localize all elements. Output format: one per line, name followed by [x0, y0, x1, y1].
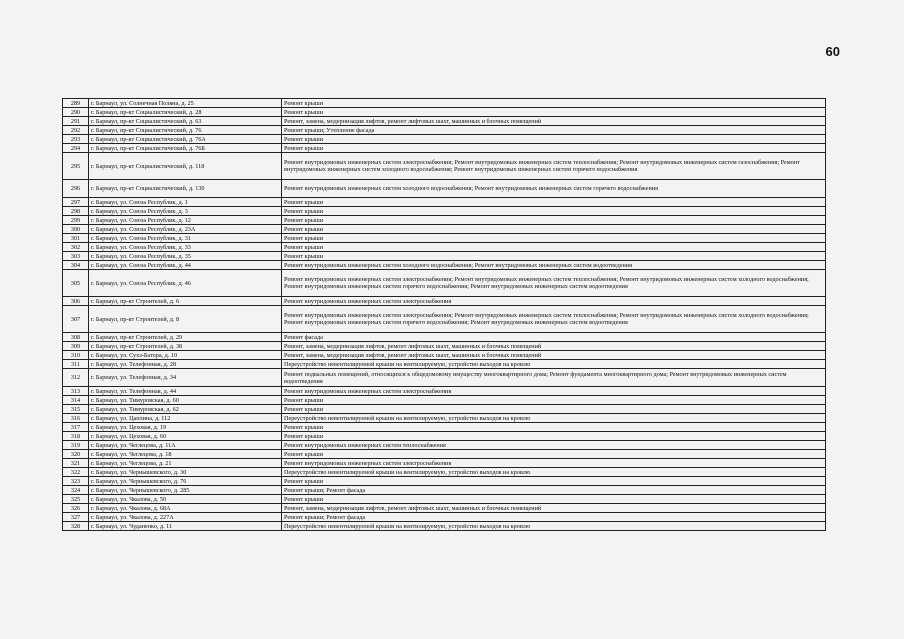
row-number: 307 — [63, 306, 89, 333]
row-address: г. Барнаул, ул. Телефонная, д. 28 — [89, 360, 282, 369]
row-works: Ремонт крыши; Утепление фасада — [282, 126, 826, 135]
row-works: Ремонт крыши — [282, 216, 826, 225]
row-number: 323 — [63, 477, 89, 486]
row-address: г. Барнаул, ул. Союза Республик, д. 35 — [89, 252, 282, 261]
row-number: 302 — [63, 243, 89, 252]
row-number: 308 — [63, 333, 89, 342]
table-row — [63, 468, 826, 477]
row-number: 327 — [63, 513, 89, 522]
row-address: г. Барнаул, ул. Чернышевского, д. 285 — [89, 486, 282, 495]
row-number: 316 — [63, 414, 89, 423]
row-number: 321 — [63, 459, 89, 468]
table-row — [63, 360, 826, 369]
row-number: 293 — [63, 135, 89, 144]
row-address: г. Барнаул, ул. Союза Республик, д. 46 — [89, 270, 282, 297]
row-number: 315 — [63, 405, 89, 414]
table-row — [63, 261, 826, 270]
row-address: г. Барнаул, ул. Чуданенко, д. 11 — [89, 522, 282, 531]
table-row — [63, 459, 826, 468]
row-address: г. Барнаул, ул. Чеглецова, д. 21 — [89, 459, 282, 468]
works-table — [62, 98, 826, 531]
row-number: 324 — [63, 486, 89, 495]
row-number: 300 — [63, 225, 89, 234]
row-address: г. Барнаул, ул. Чернышевского, д. 76 — [89, 477, 282, 486]
row-works: Ремонт внутридомовых инженерных систем холодного водоснабжения; Ремонт внутридомовых инженерных систем водоотведения — [282, 261, 826, 270]
row-address: г. Барнаул, ул. Союза Республик, д. 33 — [89, 243, 282, 252]
table-row — [63, 504, 826, 513]
row-address: г. Барнаул, пр-кт Социалистический, д. 76А — [89, 135, 282, 144]
row-works: Ремонт крыши — [282, 108, 826, 117]
table-row — [63, 216, 826, 225]
row-works: Ремонт крыши — [282, 252, 826, 261]
table-row — [63, 135, 826, 144]
row-number: 320 — [63, 450, 89, 459]
row-works: Ремонт, замена, модернизация лифтов, ремонт лифтовых шахт, машинных и блочных помещений — [282, 351, 826, 360]
row-address: г. Барнаул, ул. Чеглецова, д. 11А — [89, 441, 282, 450]
table-row — [63, 342, 826, 351]
row-works: Ремонт крыши — [282, 477, 826, 486]
row-address: г. Барнаул, пр-кт Социалистический, д. 63 — [89, 117, 282, 126]
table-row — [63, 477, 826, 486]
row-works: Ремонт крыши — [282, 450, 826, 459]
row-address: г. Барнаул, ул. Союза Республик, д. 12 — [89, 216, 282, 225]
row-works: Переустройство невентилируемой крыши на вентилируемую, устройство выходов на кровлю — [282, 468, 826, 477]
row-works: Ремонт фасада — [282, 333, 826, 342]
row-number: 322 — [63, 468, 89, 477]
row-works: Ремонт внутридомовых инженерных систем электроснабжения; Ремонт внутридомовых инженерных систем теплоснабжения; Ремонт внутридомовых инженерных систем газоснабжения; Ремонт внутридомовых инженерных систем холодного водоснабжения; Ремонт внутридомовых инженерных систем горячего водоснабжения — [282, 153, 826, 180]
row-works: Ремонт внутридомовых инженерных систем электроснабжения; Ремонт внутридомовых инженерных систем теплоснабжения; Ремонт внутридомовых инженерных систем холодного водоснабжения; Ремонт внутридомовых инженерных систем горячего водоснабжения; Ремонт внутридомовых инженерных систем водоотведения — [282, 270, 826, 297]
row-address: г. Барнаул, ул. Чеглецова, д. 18 — [89, 450, 282, 459]
row-number: 325 — [63, 495, 89, 504]
page-number: 60 — [825, 44, 840, 59]
row-address: г. Барнаул, ул. Тимуровская, д. 60 — [89, 396, 282, 405]
row-works: Ремонт внутридомовых инженерных систем электроснабжения — [282, 297, 826, 306]
table-row — [63, 513, 826, 522]
row-address: г. Барнаул, ул. Союза Республик, д. 3 — [89, 207, 282, 216]
row-address: г. Барнаул, пр-кт Строителей, д. 29 — [89, 333, 282, 342]
row-number: 314 — [63, 396, 89, 405]
table-row — [63, 207, 826, 216]
table-row — [63, 369, 826, 387]
row-address: г. Барнаул, пр-кт Социалистический, д. 118 — [89, 153, 282, 180]
row-works: Ремонт крыши — [282, 432, 826, 441]
row-address: г. Барнаул, пр-кт Социалистический, д. 76Б — [89, 144, 282, 153]
row-works: Переустройство невентилируемой крыши на вентилируемую, устройство выходов на кровлю — [282, 522, 826, 531]
table-row — [63, 225, 826, 234]
row-number: 310 — [63, 351, 89, 360]
row-works: Ремонт крыши — [282, 405, 826, 414]
table-row — [63, 423, 826, 432]
table-row — [63, 243, 826, 252]
row-number: 309 — [63, 342, 89, 351]
table-row — [63, 387, 826, 396]
row-address: г. Барнаул, ул. Союза Республик, д. 31 — [89, 234, 282, 243]
table-row — [63, 450, 826, 459]
row-number: 298 — [63, 207, 89, 216]
row-works: Ремонт крыши — [282, 225, 826, 234]
table-row — [63, 522, 826, 531]
row-works: Ремонт внутридомовых инженерных систем электроснабжения — [282, 459, 826, 468]
row-works: Ремонт, замена, модернизация лифтов, ремонт лифтовых шахт, машинных и блочных помещений — [282, 504, 826, 513]
row-works: Ремонт внутридомовых инженерных систем теплоснабжения — [282, 441, 826, 450]
row-works: Ремонт крыши — [282, 207, 826, 216]
row-address: г. Барнаул, ул. Союза Республик, д. 1 — [89, 198, 282, 207]
table-row — [63, 117, 826, 126]
row-address: г. Барнаул, ул. Союза Республик, д. 23А — [89, 225, 282, 234]
row-number: 299 — [63, 216, 89, 225]
row-address: г. Барнаул, ул. Цеховая, д. 60 — [89, 432, 282, 441]
table-row — [63, 297, 826, 306]
row-number: 318 — [63, 432, 89, 441]
row-number: 296 — [63, 180, 89, 198]
table-row — [63, 99, 826, 108]
table-row — [63, 351, 826, 360]
row-address: г. Барнаул, ул. Чкалова, д. 68А — [89, 504, 282, 513]
table-row — [63, 198, 826, 207]
row-number: 289 — [63, 99, 89, 108]
table-row — [63, 234, 826, 243]
row-works: Переустройство невентилируемой крыши на вентилируемую, устройство выходов на кровлю — [282, 360, 826, 369]
row-address: г. Барнаул, пр-кт Социалистический, д. 76 — [89, 126, 282, 135]
row-address: г. Барнаул, пр-кт Социалистический, д. 130 — [89, 180, 282, 198]
row-address: г. Барнаул, пр-кт Социалистический, д. 28 — [89, 108, 282, 117]
row-number: 290 — [63, 108, 89, 117]
table-row — [63, 252, 826, 261]
row-address: г. Барнаул, ул. Цаплина, д. 112 — [89, 414, 282, 423]
row-works: Ремонт крыши — [282, 198, 826, 207]
table-row — [63, 441, 826, 450]
row-number: 291 — [63, 117, 89, 126]
row-address: г. Барнаул, ул. Цеховая, д. 19 — [89, 423, 282, 432]
row-number: 303 — [63, 252, 89, 261]
row-works: Ремонт подвальных помещений, относящихся к общедомовому имуществу многоквартирного дома; Ремонт фундамента многоквартирного дома; Ремонт внутридомовых инженерных систем водоотведения — [282, 369, 826, 387]
row-number: 297 — [63, 198, 89, 207]
row-works: Ремонт крыши — [282, 243, 826, 252]
row-number: 313 — [63, 387, 89, 396]
row-works: Ремонт крыши — [282, 234, 826, 243]
table-row — [63, 306, 826, 333]
row-number: 311 — [63, 360, 89, 369]
row-address: г. Барнаул, ул. Союза Республик, д. 44 — [89, 261, 282, 270]
row-works: Ремонт крыши — [282, 495, 826, 504]
row-address: г. Барнаул, ул. Чкалова, д. 227А — [89, 513, 282, 522]
row-works: Ремонт крыши — [282, 135, 826, 144]
table-row — [63, 486, 826, 495]
table-row — [63, 333, 826, 342]
works-table-body — [63, 99, 826, 531]
row-address: г. Барнаул, пр-кт Строителей, д. 8 — [89, 306, 282, 333]
row-address: г. Барнаул, пр-кт Строителей, д. 38 — [89, 342, 282, 351]
row-works: Ремонт крыши — [282, 396, 826, 405]
row-number: 319 — [63, 441, 89, 450]
table-row — [63, 414, 826, 423]
row-number: 326 — [63, 504, 89, 513]
row-address: г. Барнаул, ул. Чернышевского, д. 30 — [89, 468, 282, 477]
row-number: 306 — [63, 297, 89, 306]
row-number: 292 — [63, 126, 89, 135]
table-row — [63, 126, 826, 135]
row-number: 317 — [63, 423, 89, 432]
row-works: Ремонт крыши — [282, 99, 826, 108]
row-number: 312 — [63, 369, 89, 387]
table-row — [63, 495, 826, 504]
row-address: г. Барнаул, ул. Телефонная, д. 44 — [89, 387, 282, 396]
row-works: Переустройство невентилируемой крыши на вентилируемую, устройство выходов на кровлю — [282, 414, 826, 423]
table-row — [63, 144, 826, 153]
row-address: г. Барнаул, ул. Тимуровская, д. 62 — [89, 405, 282, 414]
row-works: Ремонт крыши — [282, 144, 826, 153]
row-works: Ремонт внутридомовых инженерных систем холодного водоснабжения; Ремонт внутридомовых инженерных систем горячего водоснабжения — [282, 180, 826, 198]
table-row — [63, 180, 826, 198]
row-address: г. Барнаул, ул. Сухэ-Батора, д. 10 — [89, 351, 282, 360]
table-row — [63, 405, 826, 414]
row-number: 301 — [63, 234, 89, 243]
row-works: Ремонт внутридомовых инженерных систем электроснабжения; Ремонт внутридомовых инженерных систем теплоснабжения; Ремонт внутридомовых инженерных систем холодного водоснабжения; Ремонт внутридомовых инженерных систем горячего водоснабжения; Ремонт внутридомовых инженерных систем водоотведения — [282, 306, 826, 333]
row-works: Ремонт крыши; Ремонт фасада — [282, 486, 826, 495]
table-row — [63, 153, 826, 180]
row-works: Ремонт, замена, модернизация лифтов, ремонт лифтовых шахт, машинных и блочных помещений — [282, 342, 826, 351]
table-row — [63, 108, 826, 117]
row-address: г. Барнаул, ул. Солнечная Поляна, д. 25 — [89, 99, 282, 108]
row-number: 294 — [63, 144, 89, 153]
row-address: г. Барнаул, ул. Телефонная, д. 34 — [89, 369, 282, 387]
row-works: Ремонт крыши — [282, 423, 826, 432]
row-address: г. Барнаул, ул. Чкалова, д. 50 — [89, 495, 282, 504]
table-row — [63, 432, 826, 441]
row-works: Ремонт внутридомовых инженерных систем электроснабжения — [282, 387, 826, 396]
table-row — [63, 270, 826, 297]
table-row — [63, 396, 826, 405]
row-number: 304 — [63, 261, 89, 270]
row-number: 305 — [63, 270, 89, 297]
row-works: Ремонт крыши; Ремонт фасада — [282, 513, 826, 522]
row-number: 328 — [63, 522, 89, 531]
row-number: 295 — [63, 153, 89, 180]
row-address: г. Барнаул, пр-кт Строителей, д. 6 — [89, 297, 282, 306]
row-works: Ремонт, замена, модернизация лифтов, ремонт лифтовых шахт, машинных и блочных помещений — [282, 117, 826, 126]
